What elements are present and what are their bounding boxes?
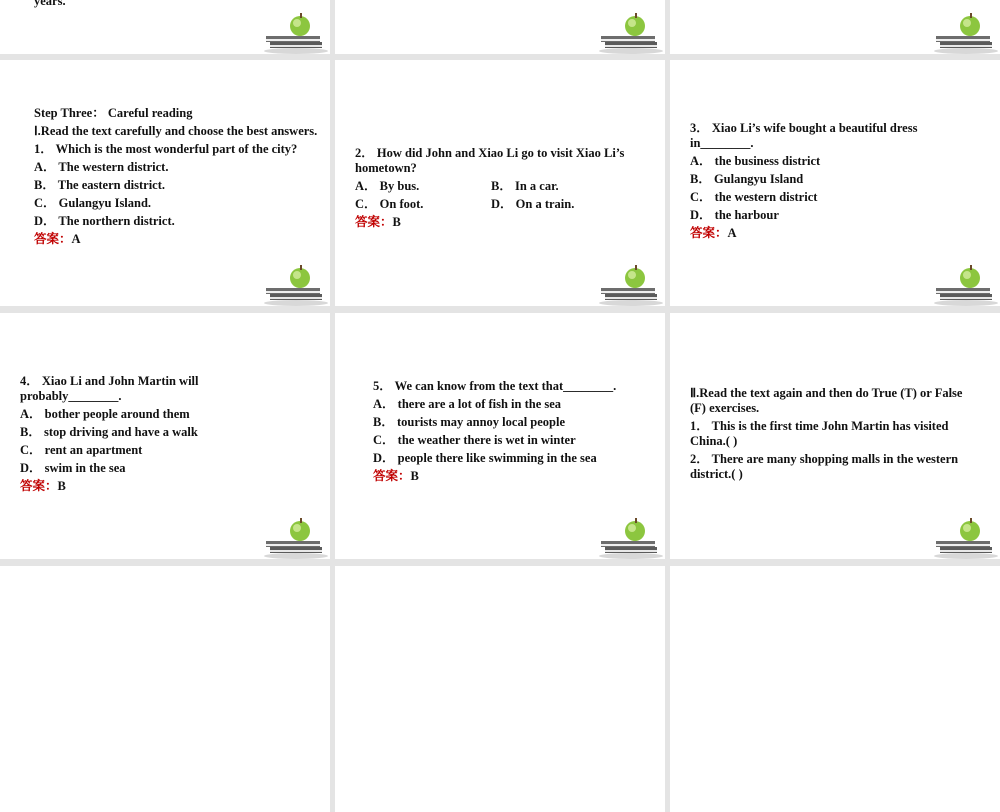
answer-value: A <box>727 226 737 240</box>
apple-books-icon <box>926 517 998 559</box>
apple-books-icon <box>256 12 328 54</box>
slide-bottom-left <box>0 566 330 812</box>
answer <box>373 469 653 484</box>
option-c: C． the weather there is wet in winter <box>373 433 576 447</box>
option-d: D． The northern district. <box>34 214 175 228</box>
slide-true-false[interactable] <box>670 313 1000 559</box>
answer-label: 答案： <box>355 215 393 229</box>
apple-books-icon <box>256 264 328 306</box>
apple-books-icon <box>591 264 663 306</box>
slide-question-3[interactable] <box>670 60 1000 306</box>
slide-top-middle <box>335 0 665 54</box>
instruction: Ⅰ.Read the text carefully and choose the best answers. <box>34 124 318 138</box>
question: 2． How did John and Xiao Li go to visit Xiao Li’s hometown? <box>355 146 625 175</box>
option-d: D． the harbour <box>690 208 779 222</box>
question: 1． Which is the most wonderful part of the city? <box>34 142 298 156</box>
slide-bottom-right <box>670 566 1000 812</box>
answer-value: B <box>392 215 401 229</box>
option-b: B． tourists may annoy local people <box>373 415 566 429</box>
slide-question-1[interactable] <box>0 60 330 306</box>
option-a: A． the business district <box>690 154 821 168</box>
option-b: B． Gulangyu Island <box>690 172 804 186</box>
answer-value: B <box>57 479 66 493</box>
apple-books-icon <box>926 264 998 306</box>
option-a: A． By bus. <box>355 179 420 193</box>
option-b: B． In a car. <box>491 179 559 193</box>
apple-books-icon <box>926 12 998 54</box>
answer <box>355 215 650 230</box>
answer-value: A <box>71 232 81 246</box>
slide-text: years. <box>34 0 66 8</box>
tf-item-2: 2． There are many shopping malls in the western district.( ) <box>690 452 959 481</box>
option-a: A． there are a lot of fish in the sea <box>373 397 562 411</box>
apple-books-icon <box>256 517 328 559</box>
answer-label: 答案： <box>373 469 411 483</box>
slide-question-5[interactable] <box>335 313 665 559</box>
answer-label: 答案： <box>690 226 728 240</box>
question: 3． Xiao Li’s wife bought a beautiful dress in________. <box>690 121 918 150</box>
option-d: D． On a train. <box>491 197 575 211</box>
slide-top-right <box>670 0 1000 54</box>
answer-value: B <box>410 469 419 483</box>
instruction: Ⅱ.Read the text again and then do True (T) or False (F) exercises. <box>690 386 963 415</box>
question: 4． Xiao Li and John Martin will probably________. <box>20 374 199 403</box>
question: 5． We can know from the text that________. <box>373 379 617 393</box>
answer-label: 答案： <box>20 479 58 493</box>
apple-books-icon <box>591 517 663 559</box>
option-d: D． swim in the sea <box>20 461 126 475</box>
answer-label: 答案： <box>34 232 72 246</box>
slide-question-2[interactable] <box>335 60 665 306</box>
section-heading: Step Three： Careful reading <box>34 106 193 120</box>
option-c: C． On foot. <box>355 197 424 211</box>
slide-question-4[interactable] <box>0 313 330 559</box>
option-c: C． rent an apartment <box>20 443 143 457</box>
slide-top-left <box>0 0 330 54</box>
tf-item-1: 1． This is the first time John Martin has visited China.( ) <box>690 419 949 448</box>
option-a: A． bother people around them <box>20 407 190 421</box>
slide-bottom-middle <box>335 566 665 812</box>
option-d: D． people there like swimming in the sea <box>373 451 597 465</box>
answer <box>690 226 940 241</box>
answer <box>34 232 319 247</box>
option-b: B． The eastern district. <box>34 178 166 192</box>
answer <box>20 479 240 494</box>
option-b: B． stop driving and have a walk <box>20 425 198 439</box>
option-a: A． The western district. <box>34 160 169 174</box>
apple-books-icon <box>591 12 663 54</box>
option-c: C． the western district <box>690 190 818 204</box>
option-c: C． Gulangyu Island. <box>34 196 152 210</box>
